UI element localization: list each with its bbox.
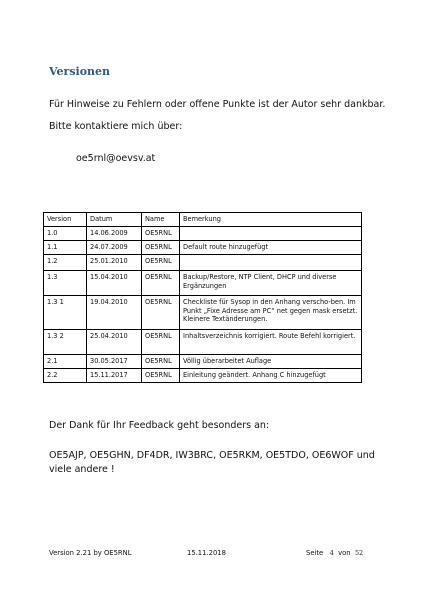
date-cell: 15.11.2017 — [87, 368, 142, 382]
date-cell: 25.04.2010 — [87, 329, 142, 354]
version-cell: 2.2 — [44, 368, 87, 382]
footer-version: Version 2.21 by OE5RNL — [49, 549, 132, 557]
remark-cell: Checkliste für Sysop in den Anhang verscho-ben. Im Punkt „Fixe Adresse am PC“ net gegen mask ersetzt. Kleinere Textänderungen. — [180, 295, 362, 329]
section-heading: Versionen — [49, 65, 111, 78]
version-table — [43, 212, 362, 383]
version-cell: 1.2 — [44, 254, 87, 270]
footer-page-indicator — [306, 549, 363, 557]
name-cell: OE5RNL — [142, 240, 180, 254]
email-address[interactable]: oe5rnl@oevsv.at — [76, 153, 156, 164]
page-total: 52 — [354, 549, 364, 557]
version-cell: 2.1 — [44, 354, 87, 368]
page-number: 4 — [329, 549, 334, 557]
date-cell: 14.06.2009 — [87, 226, 142, 240]
date-cell: 30.05.2017 — [87, 354, 142, 368]
table-row — [44, 226, 362, 240]
table-row — [44, 354, 362, 368]
page-label: Seite — [306, 549, 324, 557]
name-cell: OE5RNL — [142, 295, 180, 329]
name-cell: OE5RNL — [142, 254, 180, 270]
name-cell: OE5RNL — [142, 329, 180, 354]
name-cell: OE5RNL — [142, 368, 180, 382]
date-cell: 19.04.2010 — [87, 295, 142, 329]
version-table-header — [44, 213, 362, 227]
page-of-label: von — [338, 549, 351, 557]
remark-cell: Backup/Restore, NTP Client, DHCP und diverse Ergänzungen — [180, 270, 362, 295]
table-row — [44, 240, 362, 254]
remark-cell: Einleitung geändert. Anhang C hinzugefügt — [180, 368, 362, 382]
name-cell: OE5RNL — [142, 270, 180, 295]
header-remark: Bemerkung — [180, 213, 362, 227]
intro-text: Für Hinweise zu Fehlern oder offene Punkte ist der Autor sehr dankbar. — [49, 99, 386, 110]
table-row — [44, 270, 362, 295]
remark-cell: Default route hinzugefügt — [180, 240, 362, 254]
table-row — [44, 254, 362, 270]
header-date: Datum — [87, 213, 142, 227]
version-cell: 1.3 1 — [44, 295, 87, 329]
header-name: Name — [142, 213, 180, 227]
footer-date: 15.11.2018 — [187, 549, 226, 557]
remark-cell — [180, 254, 362, 270]
contributor-list: OE5AJP, OE5GHN, DF4DR, IW3BRC, OE5RKM, OE5TDO, OE6WOF und viele andere ! — [49, 450, 375, 475]
version-cell: 1.1 — [44, 240, 87, 254]
remark-cell: Völlig überarbeitet Auflage — [180, 354, 362, 368]
remark-cell — [180, 226, 362, 240]
date-cell: 24.07.2009 — [87, 240, 142, 254]
date-cell: 15.04.2010 — [87, 270, 142, 295]
version-cell: 1.3 — [44, 270, 87, 295]
table-header-row — [44, 213, 362, 227]
date-cell: 25.01.2010 — [87, 254, 142, 270]
remark-cell: Inhaltsverzeichnis korrigiert. Route Befehl korrigiert. — [180, 329, 362, 354]
table-row — [44, 329, 362, 354]
version-table-body — [44, 226, 362, 382]
name-cell: OE5RNL — [142, 226, 180, 240]
name-cell: OE5RNL — [142, 354, 180, 368]
version-cell: 1.0 — [44, 226, 87, 240]
header-version: Version — [44, 213, 87, 227]
thanks-text: Der Dank für Ihr Feedback geht besonders an: — [49, 420, 270, 431]
version-cell: 1.3 2 — [44, 329, 87, 354]
table-row — [44, 368, 362, 382]
contact-text: Bitte kontaktiere mich über: — [49, 121, 183, 132]
table-row — [44, 295, 362, 329]
